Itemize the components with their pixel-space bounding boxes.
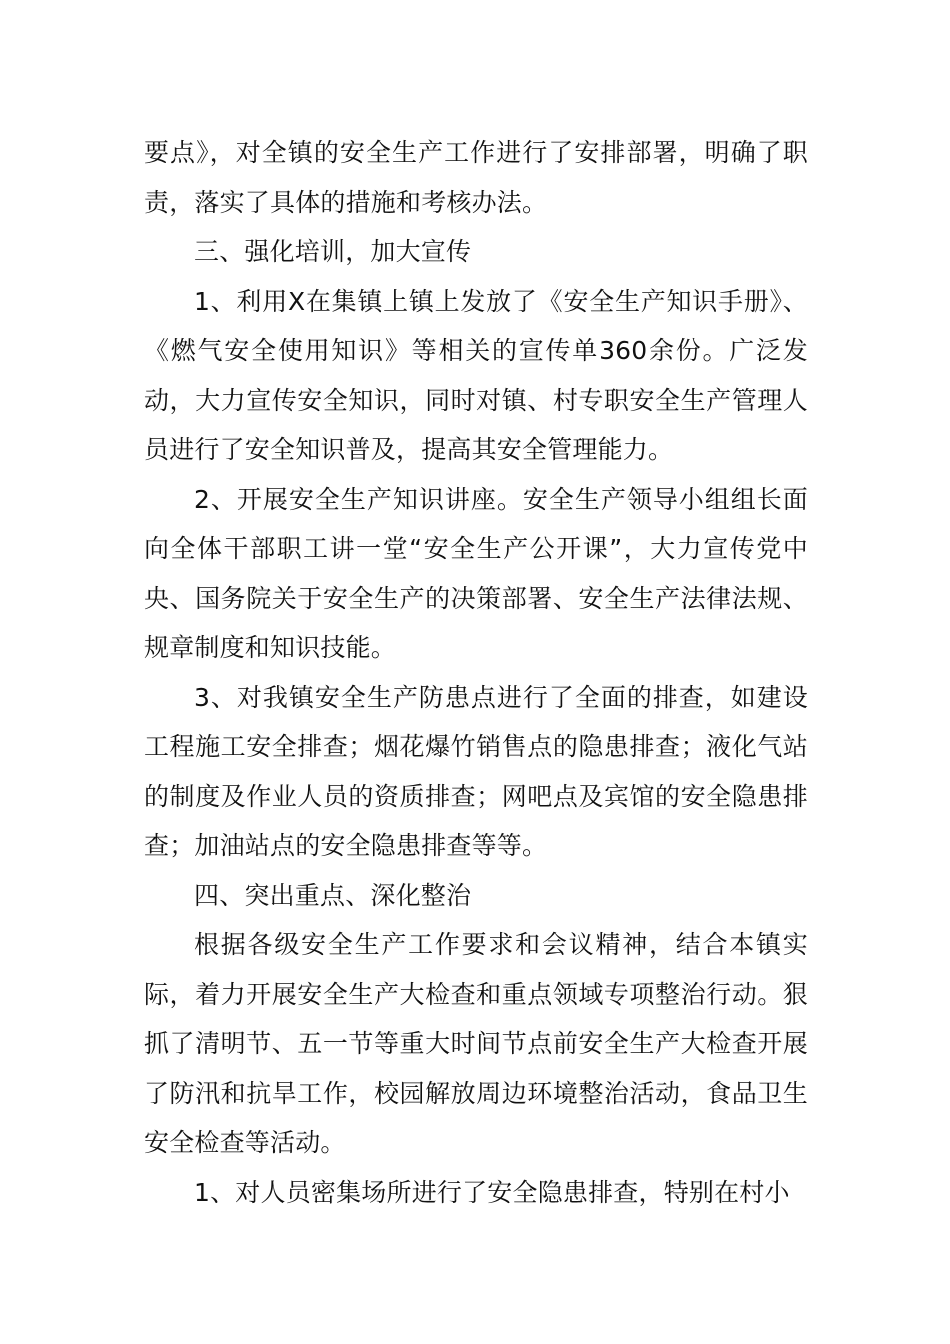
paragraph-item-1-crowded-places: 1、对人员密集场所进行了安全隐患排查，特别在村小 — [194, 1177, 790, 1207]
section-heading-key-rectification: 四、突出重点、深化整治 — [194, 880, 472, 910]
paragraph-item-1-leaflets: 1、利用X在集镇上镇上发放了《安全生产知识手册》、《燃气安全使用知识》等相关的宣传单360余份。广泛发动，大力宣传安全知识，同时对镇、村专职安全生产管理人员进行了安全知识普及，提高其安全管理能力。 — [144, 286, 808, 464]
paragraph-item-3-inspection: 3、对我镇安全生产防患点进行了全面的排查，如建设工程施工安全排查；烟花爆竹销售点的隐患排查；液化气站的制度及作业人员的资质排查；网吧点及宾馆的安全隐患排查；加油站点的安全隐患排查等等。 — [144, 682, 808, 860]
section-heading-training-publicity: 三、强化培训，加大宣传 — [194, 237, 472, 266]
paragraph-continuation: 要点》，对全镇的安全生产工作进行了安排部署，明确了职责，落实了具体的措施和考核办法。 — [144, 138, 808, 217]
document-body — [144, 128, 808, 1217]
paragraph-item-2-lecture: 2、开展安全生产知识讲座。安全生产领导小组组长面向全体干部职工讲一堂“安全生产公开课”，大力宣传党中央、国务院关于安全生产的决策部署、安全生产法律法规、规章制度和知识技能。 — [144, 484, 808, 662]
paragraph-rectification-overview: 根据各级安全生产工作要求和会议精神，结合本镇实际，着力开展安全生产大检查和重点领域专项整治行动。狠抓了清明节、五一节等重大时间节点前安全生产大检查开展了防汛和抗旱工作，校园解放周边环境整治活动，食品卫生安全检查等活动。 — [144, 930, 808, 1157]
